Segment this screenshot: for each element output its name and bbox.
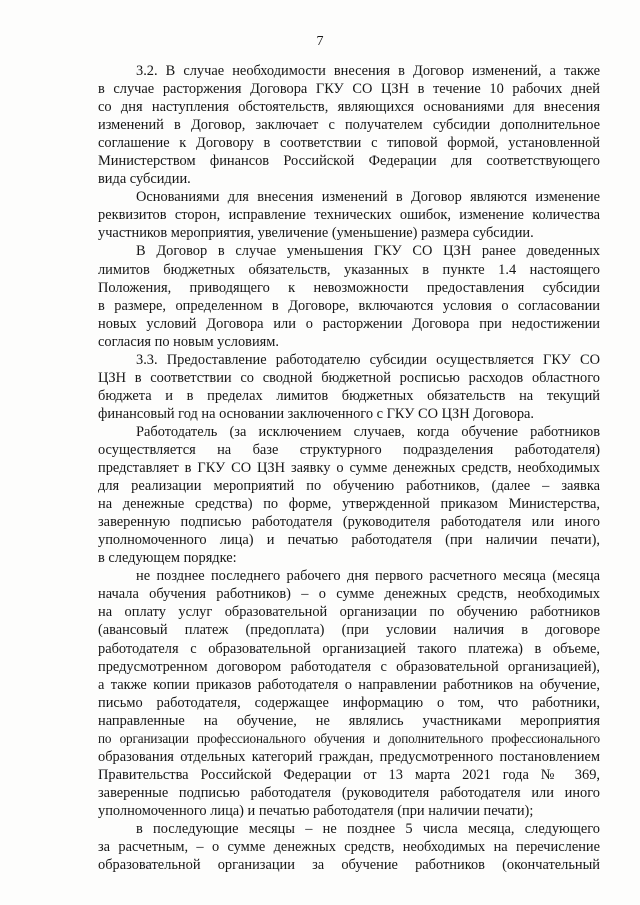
text-line: заверенные подписью работодателя (руководителя работодателя или иного <box>98 784 600 801</box>
text-line: Работодатель (за исключением случаев, когда обучение работников <box>136 423 600 440</box>
text-line: для реализации мероприятий по обучению работников, (далее – заявка <box>98 478 600 495</box>
text-line: в последующие месяцы – не позднее 5 числа месяца, следующего <box>136 820 600 837</box>
text-line: уполномоченного лица) и печатью работодателя (при наличии печати); <box>98 802 534 819</box>
text-line: заверенную подписью работодателя (руководителя работодателя или иного <box>98 514 600 531</box>
text-line: за расчетным, – о сумме денежных средств, необходимых на перечисление <box>98 839 600 856</box>
text-line: Министерством финансов Российской Федерации для соответствующего <box>98 153 600 170</box>
text-line: образования отдельных категорий граждан, предусмотренного постановлением <box>98 748 600 765</box>
text-line: вида субсидии. <box>98 171 191 188</box>
text-line: 3.3. Предоставление работодателю субсидии осуществляется ГКУ СО <box>136 351 600 368</box>
body-text <box>98 62 600 874</box>
text-line: в случае расторжения Договора ГКУ СО ЦЗН в течение 10 рабочих дней <box>98 81 600 98</box>
text-line: не позднее последнего рабочего дня первого расчетного месяца (месяца <box>136 568 600 585</box>
text-line: В Договор в случае уменьшения ГКУ СО ЦЗН ранее доведенных <box>136 243 600 260</box>
text-line: направленные на обучение, не являлись участниками мероприятия <box>98 712 600 729</box>
text-line: изменений в Договор, заключает с получателем субсидии дополнительное <box>98 117 600 134</box>
text-line: ЦЗН в соответствии со сводной бюджетной росписью расходов областного <box>98 369 600 386</box>
text-line: осуществляется на базе структурного подразделения работодателя) <box>98 441 600 458</box>
text-line: а также копии приказов работодателя о направлении работников на обучение, <box>98 676 600 693</box>
text-line: на оплату услуг образовательной организации по обучению работников <box>98 604 600 621</box>
text-line: финансовый год на основании заключенного с ГКУ СО ЦЗН Договора. <box>98 405 535 422</box>
text-line: реквизитов сторон, исправление технических ошибок, изменение количества <box>98 207 600 224</box>
text-line: (авансовый платеж (предоплата) (при условии наличия в договоре <box>98 622 600 639</box>
text-line: на денежные средства) по форме, утвержденной приказом Министерства, <box>98 496 600 513</box>
text-line: со дня наступления обстоятельств, являющихся основаниями для внесения <box>98 99 600 116</box>
text-line: в следующем порядке: <box>98 550 237 567</box>
text-line: работодателя с образовательной организацией такого платежа) в объеме, <box>98 640 600 657</box>
text-line: лимитов бюджетных обязательств, указанных в пункте 1.4 настоящего <box>98 261 600 278</box>
text-line: Правительства Российской Федерации от 13 марта 2021 года № 369, <box>98 766 600 783</box>
text-line: представляет в ГКУ СО ЦЗН заявку о сумме денежных средств, необходимых <box>98 460 600 477</box>
text-line: бюджета и в пределах лимитов бюджетных обязательств на текущий <box>98 387 600 404</box>
text-line: начала обучения работников) – о сумме денежных средств, необходимых <box>98 586 600 603</box>
text-line: по организации профессионального обучения и дополнительного профессионального <box>98 730 600 746</box>
text-line: соглашение к Договору в соответствии с типовой формой, установленной <box>98 135 600 152</box>
text-line: 3.2. В случае необходимости внесения в Договор изменений, а также <box>136 63 600 79</box>
text-line: Положения, приводящего к невозможности предоставления субсидии <box>98 279 600 296</box>
text-line: новых условий Договора или о расторжении Договора при недостижении <box>98 315 600 332</box>
text-line: участников мероприятия, увеличение (уменьшение) размера субсидии. <box>98 225 534 242</box>
text-line: уполномоченного лица) и печатью работодателя (при наличии печати), <box>98 532 600 549</box>
text-line: Основаниями для внесения изменений в Договор являются изменение <box>136 189 600 206</box>
text-line: в размере, определенном в Договоре, включаются условия о согласовании <box>98 297 600 314</box>
text-line: согласия по новым условиям. <box>98 333 279 350</box>
text-line: образовательной организации за обучение работников (окончательный <box>98 857 600 874</box>
page-number: 7 <box>316 34 324 49</box>
text-line: предусмотренном договором работодателя с образовательной организацией), <box>98 658 600 675</box>
text-line: письмо работодателя, содержащее информацию о том, что работники, <box>98 694 600 711</box>
